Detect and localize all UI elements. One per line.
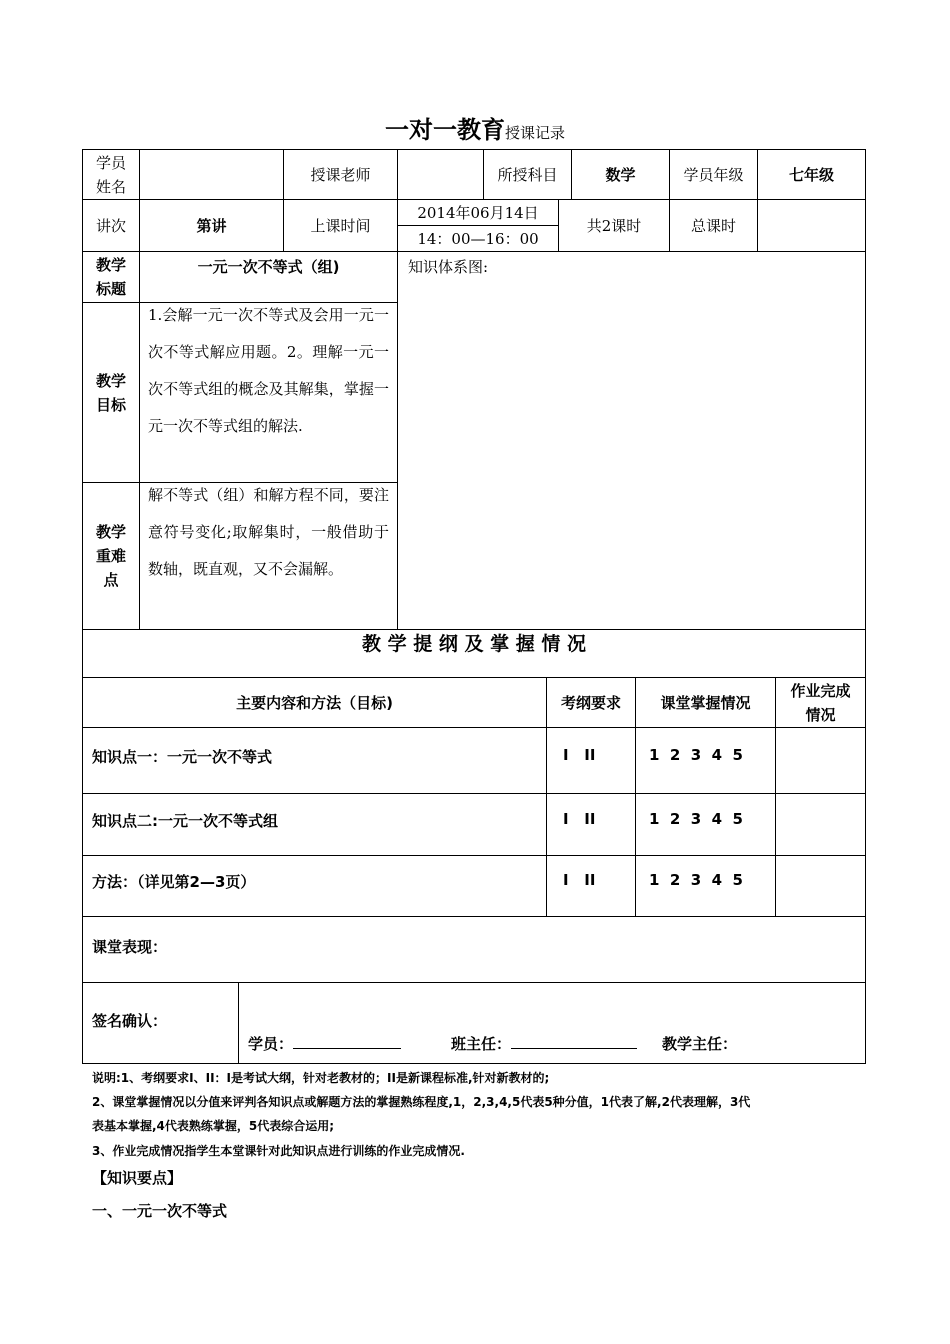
signature-row <box>248 1033 737 1054</box>
title-sub: 授课记录 <box>504 124 565 142</box>
knowledge-map-label: 知识体系图: <box>408 258 489 276</box>
page-title <box>0 110 950 145</box>
time-value: 14：00—16：00 <box>417 229 539 248</box>
subject-value: 数学 <box>605 165 636 184</box>
lesson-no-label: 讲次 <box>95 216 126 235</box>
signature-head-teacher-line[interactable] <box>511 1034 637 1049</box>
subheading: 一、一元一次不等式 <box>92 1202 228 1220</box>
time-label: 上课时间 <box>310 216 371 235</box>
title-main: 一对一教育 <box>384 116 505 144</box>
hours-value: 共2课时 <box>586 216 642 235</box>
goals-text: 1.会解一元一次不等式及会用一元一次不等式解应用题。2。理解一元一次不等式组的概念及其解集，掌握一元一次不等式组的解法. <box>148 306 389 435</box>
signature-student-line[interactable] <box>293 1034 401 1049</box>
note-line-1: 说明:1、考纲要求I、II：I是考试大纲，针对老教材的；II是新课程标准,针对新教材的; <box>92 1071 550 1085</box>
table-row-homework[interactable] <box>776 794 865 855</box>
table-row-mastery[interactable]: 1 2 3 4 5 <box>649 871 743 889</box>
student-name-label: 学员 姓名 <box>95 153 126 196</box>
difficulty-label: 教学 重难 点 <box>95 523 126 589</box>
student-name-field[interactable] <box>140 150 283 199</box>
signature-director-label: 教学主任： <box>662 1035 738 1053</box>
note-line-3: 表基本掌握,4代表熟练掌握，5代表综合运用; <box>92 1119 335 1133</box>
col-homework-header: 作业完成 情况 <box>790 681 851 724</box>
col-content-header: 主要内容和方法（目标) <box>236 693 393 712</box>
table-row-mastery[interactable]: 1 2 3 4 5 <box>649 746 743 764</box>
section-heading: 【知识要点】 <box>92 1169 183 1187</box>
outline-heading: 教 学 提 纲 及 掌 握 情 况 <box>362 632 586 655</box>
teacher-label: 授课老师 <box>310 165 371 184</box>
topic-label: 教学 标题 <box>95 256 126 298</box>
grade-value: 七年级 <box>788 165 834 184</box>
signature-label: 签名确认： <box>92 1012 168 1030</box>
signature-head-teacher-label: 班主任： <box>451 1035 512 1053</box>
teacher-field[interactable] <box>398 150 483 199</box>
table-row-requirement[interactable]: I II <box>563 871 596 889</box>
lesson-no-value: 第讲 <box>196 216 227 235</box>
col-requirement-header: 考纲要求 <box>560 693 621 712</box>
performance-label: 课堂表现： <box>92 938 168 956</box>
difficulty-text: 解不等式（组）和解方程不同，要注意符号变化;取解集时，一般借助于数轴，既直观，又不会漏解。 <box>148 486 389 578</box>
total-hours-label: 总课时 <box>690 216 736 235</box>
grade-label: 学员年级 <box>683 165 744 184</box>
total-hours-field[interactable] <box>758 200 865 251</box>
subject-label: 所授科目 <box>497 165 558 184</box>
table-row-requirement[interactable]: I II <box>563 810 596 828</box>
table-row-mastery[interactable]: 1 2 3 4 5 <box>649 810 743 828</box>
table-row-requirement[interactable]: I II <box>563 746 596 764</box>
table-row-content: 知识点一：一元一次不等式 <box>92 748 273 766</box>
table-row-homework[interactable] <box>776 728 865 793</box>
date-value: 2014年06月14日 <box>417 203 539 222</box>
table-row-homework[interactable] <box>776 856 865 916</box>
signature-student-label: 学员： <box>248 1035 294 1053</box>
col-mastery-header: 课堂掌握情况 <box>660 693 751 712</box>
table-row-content: 方法：（详见第2—3页） <box>92 873 256 891</box>
note-line-4: 3、作业完成情况指学生本堂课针对此知识点进行训练的作业完成情况. <box>92 1144 465 1158</box>
note-line-2: 2、课堂掌握情况以分值来评判各知识点或解题方法的掌握熟练程度,1，2,3,4,5代表5种分值，1代表了解,2代表理解，3代 <box>92 1095 751 1109</box>
topic-value: 一元一次不等式（组) <box>197 258 340 276</box>
table-row-content: 知识点二:一元一次不等式组 <box>92 812 278 830</box>
goals-label: 教学 目标 <box>95 371 126 414</box>
